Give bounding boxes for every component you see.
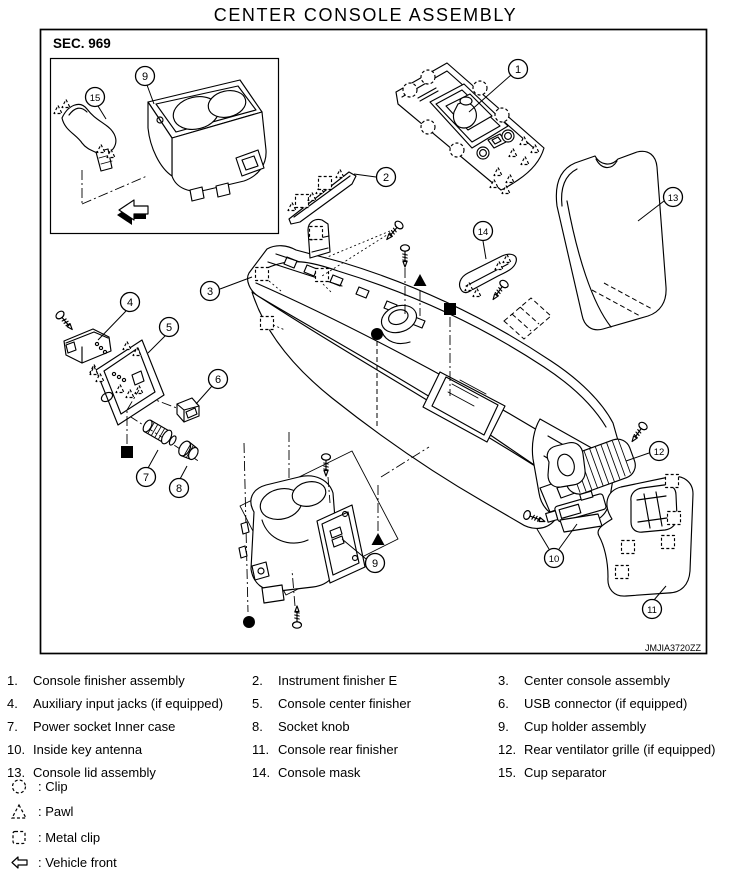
part-9-cup-holder-main — [239, 432, 429, 628]
legend-item — [498, 669, 724, 692]
legend-item-number: 12. — [498, 742, 517, 757]
part-2-instrument-finisher — [288, 170, 376, 225]
part-6-usb-connector — [177, 386, 212, 422]
legend-item-label: Auxiliary input jacks (if equipped) — [33, 696, 224, 711]
svg-text:12: 12 — [653, 446, 665, 458]
legend-item-label: Rear ventilator grille (if equipped) — [524, 742, 716, 757]
callout-12 — [650, 442, 669, 461]
callout-15 — [86, 88, 105, 107]
svg-text:9: 9 — [141, 70, 149, 83]
inset-box — [51, 59, 279, 234]
legend-item-number: 10. — [7, 742, 26, 757]
svg-text:7: 7 — [142, 471, 150, 484]
callout-14 — [474, 222, 493, 241]
legend-item — [252, 669, 498, 692]
symbol-label: : Pawl — [38, 804, 74, 819]
callout-6 — [209, 370, 228, 389]
callout-8 — [170, 479, 189, 498]
callout-1 — [509, 60, 528, 79]
legend-item-label: Console center finisher — [278, 696, 411, 711]
legend-item-number: 14. — [252, 765, 271, 780]
legend-item-number: 11. — [252, 742, 270, 757]
legend-item-label: Console lid assembly — [33, 765, 156, 780]
symbol-row — [10, 829, 117, 845]
legend-item — [252, 738, 498, 761]
part-9-cup-holder-inset — [148, 80, 266, 201]
legend-item — [7, 715, 252, 738]
callout-5 — [160, 318, 179, 337]
legend-item-number: 9. — [498, 719, 509, 734]
page-title: CENTER CONSOLE ASSEMBLY — [213, 5, 518, 25]
legend-item-label: Instrument finisher E — [278, 673, 398, 688]
section-label: SEC. 969 — [53, 36, 111, 51]
legend-item-label: Power socket Inner case — [33, 719, 176, 734]
legend-item-number: 13. — [7, 765, 26, 780]
callout-3 — [201, 282, 220, 301]
symbol-row — [10, 778, 117, 794]
legend-item — [498, 761, 724, 784]
svg-text:8: 8 — [175, 482, 183, 495]
legend-item-number: 7. — [7, 719, 18, 734]
part-7-power-socket-inner-case — [141, 418, 179, 468]
legend-item-label: Socket knob — [278, 719, 350, 734]
svg-text:4: 4 — [126, 296, 134, 309]
legend-item — [7, 669, 252, 692]
legend-item — [498, 715, 724, 738]
svg-text:15: 15 — [89, 92, 101, 104]
legend-item-number: 5. — [252, 696, 263, 711]
legend-item-number: 1. — [7, 673, 18, 688]
svg-text:14: 14 — [477, 226, 489, 238]
legend-item-label: Cup holder assembly — [524, 719, 647, 734]
figure-id: JMJIA3720ZZ — [644, 643, 701, 653]
callout-11 — [643, 600, 662, 619]
legend-item-number: 6. — [498, 696, 509, 711]
symbol-label: : Metal clip — [38, 829, 101, 845]
legend-item-number: 3. — [498, 673, 509, 688]
svg-text:13: 13 — [667, 192, 679, 204]
callout-10 — [545, 549, 564, 568]
part-13-console-lid — [556, 151, 666, 329]
legend-item-label: Cup separator — [524, 765, 607, 780]
part-8-socket-knob — [176, 439, 200, 479]
legend-item — [7, 692, 252, 715]
legend-item-number: 4. — [7, 696, 18, 711]
vehicle-front-arrow — [117, 200, 148, 225]
callout-2 — [377, 168, 396, 187]
svg-text:2: 2 — [382, 171, 390, 184]
svg-text:1: 1 — [514, 63, 522, 76]
svg-text:11: 11 — [647, 604, 657, 616]
legend-item-label: Console finisher assembly — [33, 673, 185, 688]
pawl-icon — [10, 803, 29, 820]
legend-item-label: Inside key antenna — [33, 742, 143, 757]
legend-item — [252, 715, 498, 738]
legend-item — [252, 692, 498, 715]
callout-9 — [136, 67, 155, 86]
symbols-legend — [10, 778, 117, 879]
legend-item-label: Center console assembly — [524, 673, 670, 688]
callout-9 — [366, 554, 385, 573]
legend-item-number: 2. — [252, 673, 263, 688]
legend-item-label: Console rear finisher — [278, 742, 398, 757]
clip-icon — [10, 778, 29, 795]
callout-7 — [137, 468, 156, 487]
legend-item — [252, 761, 498, 784]
legend-item — [7, 738, 252, 761]
part-11-console-rear-finisher — [598, 475, 693, 601]
legend-item-label: Console mask — [278, 765, 361, 780]
parts-legend — [7, 669, 724, 784]
part-1-console-finisher — [396, 63, 544, 194]
part-15-cup-separator — [54, 100, 116, 172]
symbol-label: : Vehicle front — [38, 855, 117, 870]
svg-text:5: 5 — [165, 321, 173, 334]
svg-text:10: 10 — [548, 553, 560, 565]
svg-text:9: 9 — [371, 557, 379, 570]
legend-item-number: 15. — [498, 765, 517, 780]
svg-text:3: 3 — [206, 285, 214, 298]
metal-clip-icon — [10, 829, 29, 846]
legend-item — [498, 738, 724, 761]
symbol-label: : Clip — [38, 778, 68, 794]
legend-item-number: 8. — [252, 719, 263, 734]
callout-4 — [121, 293, 140, 312]
legend-item-label: USB connector (if equipped) — [524, 696, 688, 711]
callout-13 — [664, 188, 683, 207]
symbol-row — [10, 855, 117, 871]
svg-text:6: 6 — [214, 373, 222, 386]
vehicle-front-icon — [10, 854, 29, 871]
legend-item — [498, 692, 724, 715]
symbol-row — [10, 804, 117, 820]
